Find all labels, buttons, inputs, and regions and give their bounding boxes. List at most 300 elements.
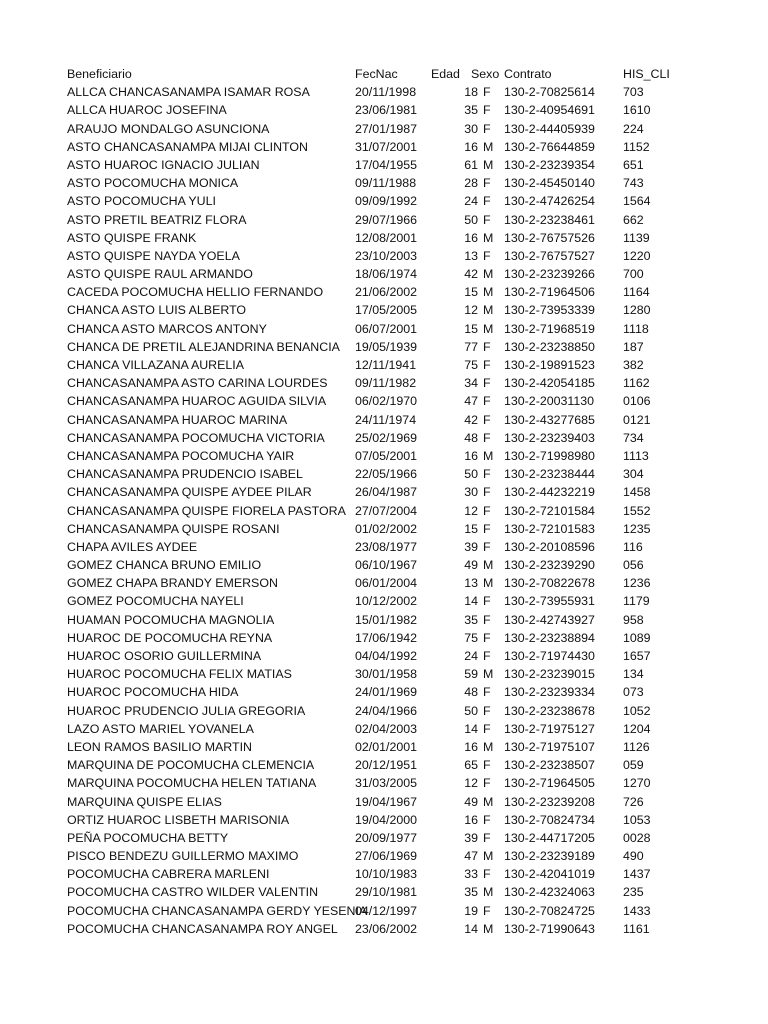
cell-his-cli: 703 [623,85,644,100]
cell-beneficiario: ORTIZ HUAROC LISBETH MARISONIA [67,812,290,827]
cell-fecnac: 17/04/1955 [355,157,418,172]
cell-beneficiario: POCOMUCHA CHANCASANAMPA GERDY YESENIA [67,903,368,918]
cell-beneficiario: ASTO POCOMUCHA YULI [67,194,216,209]
cell-his-cli: 1458 [623,485,651,500]
cell-fecnac: 12/08/2001 [355,230,418,245]
cell-sexo: F [483,612,491,627]
cell-contrato: 130-2-71990643 [504,921,595,936]
cell-sexo: F [483,248,491,263]
cell-sexo: F [483,176,491,191]
cell-contrato: 130-2-71968519 [504,321,595,336]
cell-edad: 28 [464,176,478,191]
cell-sexo: F [483,521,491,536]
cell-fecnac: 20/09/1977 [355,830,418,845]
cell-his-cli: 0028 [623,830,651,845]
cell-edad: 42 [464,267,478,282]
cell-his-cli: 743 [623,176,644,191]
cell-edad: 42 [464,412,478,427]
cell-fecnac: 31/03/2005 [355,776,418,791]
cell-edad: 50 [464,467,478,482]
cell-his-cli: 734 [623,430,644,445]
cell-contrato: 130-2-73953339 [504,303,595,318]
table-row [0,793,768,811]
cell-edad: 35 [464,612,478,627]
table-row [0,429,768,447]
cell-beneficiario: CHANCASANAMPA POCOMUCHA VICTORIA [67,430,325,445]
cell-beneficiario: HUAMAN POCOMUCHA MAGNOLIA [67,612,275,627]
cell-fecnac: 09/09/1992 [355,194,418,209]
cell-edad: 13 [464,576,478,591]
cell-beneficiario: GOMEZ POCOMUCHA NAYELI [67,594,244,609]
cell-beneficiario: HUAROC DE POCOMUCHA REYNA [67,630,273,645]
cell-contrato: 130-2-23238678 [504,703,595,718]
cell-beneficiario: LEON RAMOS BASILIO MARTIN [67,739,252,754]
cell-sexo: M [483,157,494,172]
cell-contrato: 130-2-76757526 [504,230,595,245]
table-row [0,520,768,538]
cell-edad: 33 [464,867,478,882]
cell-fecnac: 24/04/1966 [355,703,418,718]
cell-sexo: M [483,921,494,936]
cell-contrato: 130-2-23239189 [504,849,595,864]
cell-sexo: F [483,394,491,409]
cell-his-cli: 0106 [623,394,651,409]
cell-sexo: M [483,448,494,463]
cell-sexo: M [483,558,494,573]
table-row [0,611,768,629]
cell-beneficiario: HUAROC OSORIO GUILLERMINA [67,649,262,663]
cell-sexo: F [483,830,491,845]
table-row [0,592,768,610]
table-row [0,483,768,501]
cell-his-cli: 059 [623,758,644,773]
cell-contrato: 130-2-23238444 [504,467,595,482]
header-fecnac: FecNac [355,67,398,81]
cell-sexo: F [483,758,491,773]
cell-edad: 47 [464,849,478,864]
cell-edad: 15 [464,321,478,336]
table-row [0,356,768,374]
cell-beneficiario: CHANCA DE PRETIL ALEJANDRINA BENANCIA [67,339,340,354]
table-row [0,574,768,592]
cell-edad: 50 [464,212,478,227]
cell-fecnac: 30/01/1958 [355,667,418,682]
cell-his-cli: 134 [623,667,644,682]
table-row [0,83,768,101]
cell-contrato: 130-2-76644859 [504,139,595,154]
cell-edad: 19 [464,903,478,918]
cell-edad: 12 [464,776,478,791]
cell-sexo: F [483,503,491,518]
cell-contrato: 130-2-40954691 [504,103,595,118]
cell-edad: 16 [464,812,478,827]
table-row [0,883,768,901]
cell-sexo: F [483,867,491,882]
cell-sexo: F [483,376,491,391]
cell-fecnac: 19/04/1967 [355,794,418,809]
table-row [0,702,768,720]
table-row [0,920,768,938]
cell-beneficiario: ASTO QUISPE NAYDA YOELA [67,248,240,263]
cell-his-cli: 1052 [623,703,651,718]
cell-contrato: 130-2-42054185 [504,376,595,391]
table-row [0,211,768,229]
cell-contrato: 130-2-71975107 [504,739,595,754]
cell-fecnac: 12/11/1941 [355,358,417,372]
cell-beneficiario: ALLCA HUAROC JOSEFINA [67,103,227,118]
cell-fecnac: 29/10/1981 [355,885,418,900]
cell-fecnac: 04/12/1997 [355,903,418,918]
cell-edad: 59 [464,667,478,682]
cell-his-cli: 073 [623,685,644,700]
cell-sexo: F [483,539,491,554]
cell-contrato: 130-2-45450140 [504,176,595,191]
cell-sexo: M [483,576,494,591]
table-row [0,120,768,138]
cell-beneficiario: HUAROC POCOMUCHA FELIX MATIAS [67,667,292,682]
cell-fecnac: 19/05/1939 [355,339,418,354]
table-row [0,229,768,247]
cell-his-cli: 056 [623,558,644,573]
cell-fecnac: 18/06/1974 [355,267,418,282]
table-row [0,865,768,883]
cell-contrato: 130-2-71974430 [504,649,595,663]
table-row [0,538,768,556]
cell-his-cli: 382 [623,358,644,372]
cell-sexo: F [483,339,491,354]
cell-sexo: F [483,630,491,645]
cell-his-cli: 1236 [623,576,651,591]
cell-edad: 50 [464,703,478,718]
cell-sexo: F [483,85,491,100]
cell-sexo: F [483,194,491,209]
table-row [0,811,768,829]
cell-fecnac: 24/01/1969 [355,685,418,700]
cell-his-cli: 1118 [623,321,649,336]
cell-beneficiario: CHANCA ASTO LUIS ALBERTO [67,303,247,318]
table-row [0,647,768,665]
cell-fecnac: 04/04/1992 [355,649,418,663]
cell-his-cli: 1161 [623,921,650,936]
table-row [0,265,768,283]
cell-contrato: 130-2-70825614 [504,85,595,100]
cell-edad: 12 [464,503,478,518]
cell-his-cli: 1139 [623,230,650,245]
cell-his-cli: 1433 [623,903,651,918]
cell-fecnac: 29/07/1966 [355,212,418,227]
cell-edad: 14 [464,594,478,609]
table-body [0,83,768,938]
cell-contrato: 130-2-20031130 [504,394,595,409]
cell-beneficiario: CHANCASANAMPA ASTO CARINA LOURDES [67,376,328,391]
cell-sexo: F [483,212,491,227]
cell-beneficiario: GOMEZ CHAPA BRANDY EMERSON [67,576,278,591]
table-row [0,338,768,356]
table-row [0,247,768,265]
cell-contrato: 130-2-70824734 [504,812,595,827]
cell-beneficiario: MARQUINA DE POCOMUCHA CLEMENCIA [67,758,315,773]
cell-contrato: 130-2-23238507 [504,758,595,773]
table-row [0,629,768,647]
table-row [0,374,768,392]
cell-edad: 35 [464,103,478,118]
cell-his-cli: 235 [623,885,644,900]
cell-edad: 39 [464,539,478,554]
cell-fecnac: 20/12/1951 [355,758,418,773]
cell-fecnac: 09/11/1988 [355,176,417,191]
cell-contrato: 130-2-23238461 [504,212,595,227]
cell-fecnac: 15/01/1982 [355,612,418,627]
cell-edad: 16 [464,448,478,463]
cell-contrato: 130-2-23238850 [504,339,595,354]
cell-edad: 15 [464,285,478,300]
cell-fecnac: 07/05/2001 [355,448,418,463]
table-row [0,465,768,483]
cell-his-cli: 662 [623,212,644,227]
cell-edad: 30 [464,485,478,500]
cell-beneficiario: CACEDA POCOMUCHA HELLIO FERNANDO [67,285,324,300]
cell-contrato: 130-2-23239015 [504,667,595,682]
cell-beneficiario: ASTO POCOMUCHA MONICA [67,176,239,191]
table-row [0,902,768,920]
cell-sexo: F [483,649,491,663]
header-his-cli: HIS_CLI [623,67,670,81]
cell-edad: 39 [464,830,478,845]
cell-his-cli: 187 [623,339,644,354]
cell-contrato: 130-2-71998980 [504,448,595,463]
cell-beneficiario: CHANCASANAMPA HUAROC AGUIDA SILVIA [67,394,327,409]
cell-beneficiario: CHANCASANAMPA QUISPE ROSANI [67,521,280,536]
cell-beneficiario: CHANCASANAMPA PRUDENCIO ISABEL [67,467,303,482]
cell-his-cli: 1657 [623,649,651,663]
table-row [0,392,768,410]
cell-contrato: 130-2-20108596 [504,539,595,554]
cell-his-cli: 0121 [623,412,651,427]
cell-edad: 49 [464,794,478,809]
table-row [0,138,768,156]
cell-sexo: F [483,776,491,791]
cell-fecnac: 20/11/1998 [355,85,417,100]
cell-beneficiario: ASTO HUAROC IGNACIO JULIAN [67,157,260,172]
cell-sexo: F [483,467,491,482]
cell-edad: 14 [464,921,478,936]
cell-fecnac: 21/06/2002 [355,285,418,300]
cell-fecnac: 23/06/2002 [355,921,418,936]
cell-edad: 61 [464,157,478,172]
table-row [0,683,768,701]
cell-fecnac: 17/05/2005 [355,303,418,318]
cell-contrato: 130-2-70824725 [504,903,595,918]
cell-fecnac: 27/07/2004 [355,503,418,518]
cell-sexo: F [483,703,491,718]
table-row [0,756,768,774]
cell-his-cli: 1113 [623,448,649,463]
cell-sexo: F [483,121,491,136]
table-row [0,556,768,574]
header-beneficiario: Beneficiario [67,67,132,81]
cell-beneficiario: POCOMUCHA CHANCASANAMPA ROY ANGEL [67,921,338,936]
table-header [0,65,768,83]
header-edad: Edad [431,67,460,81]
cell-his-cli: 1204 [623,721,651,736]
cell-his-cli: 651 [623,157,644,172]
table-row [0,720,768,738]
cell-fecnac: 24/11/1974 [355,412,417,427]
cell-sexo: M [483,230,494,245]
cell-beneficiario: PISCO BENDEZU GUILLERMO MAXIMO [67,849,299,864]
cell-his-cli: 726 [623,794,644,809]
cell-contrato: 130-2-42743927 [504,612,595,627]
cell-contrato: 130-2-47426254 [504,194,595,209]
cell-sexo: F [483,594,491,609]
cell-beneficiario: POCOMUCHA CABRERA MARLENI [67,867,270,882]
cell-sexo: M [483,285,494,300]
cell-fecnac: 02/04/2003 [355,721,418,736]
cell-beneficiario: PEÑA POCOMUCHA BETTY [67,830,229,845]
cell-beneficiario: ALLCA CHANCASANAMPA ISAMAR ROSA [67,85,310,100]
cell-beneficiario: ASTO PRETIL BEATRIZ FLORA [67,212,247,227]
cell-beneficiario: MARQUINA QUISPE ELIAS [67,794,222,809]
cell-sexo: F [483,685,491,700]
cell-edad: 13 [464,248,478,263]
cell-edad: 48 [464,430,478,445]
cell-sexo: F [483,103,491,118]
header-sexo: Sexo [471,67,500,81]
cell-fecnac: 01/02/2002 [355,521,418,536]
cell-contrato: 130-2-23239266 [504,267,595,282]
cell-fecnac: 27/06/1969 [355,849,418,864]
cell-beneficiario: ASTO CHANCASANAMPA MIJAI CLINTON [67,139,308,154]
cell-contrato: 130-2-23239290 [504,558,595,573]
cell-edad: 35 [464,885,478,900]
cell-sexo: F [483,812,491,827]
table-row [0,738,768,756]
table-row [0,192,768,210]
table-row [0,447,768,465]
cell-edad: 12 [464,303,478,318]
cell-fecnac: 23/06/1981 [355,103,418,118]
cell-fecnac: 22/05/1966 [355,467,418,482]
cell-sexo: M [483,303,494,318]
cell-edad: 77 [464,339,478,354]
cell-fecnac: 17/06/1942 [355,630,418,645]
cell-edad: 75 [464,630,478,645]
cell-his-cli: 700 [623,267,644,282]
table-row [0,283,768,301]
cell-his-cli: 1126 [623,739,650,754]
table-row [0,320,768,338]
cell-fecnac: 23/08/1977 [355,539,418,554]
cell-edad: 24 [464,194,478,209]
cell-fecnac: 06/10/1967 [355,558,418,573]
cell-contrato: 130-2-71975127 [504,721,595,736]
cell-contrato: 130-2-71964505 [504,776,595,791]
cell-contrato: 130-2-44717205 [504,830,595,845]
cell-fecnac: 19/04/2000 [355,812,418,827]
cell-beneficiario: MARQUINA POCOMUCHA HELEN TATIANA [67,776,317,791]
table-row [0,301,768,319]
cell-beneficiario: GOMEZ CHANCA BRUNO EMILIO [67,558,262,573]
cell-beneficiario: CHANCASANAMPA QUISPE FIORELA PASTORA [67,503,346,518]
cell-contrato: 130-2-44232219 [504,485,595,500]
cell-his-cli: 116 [623,539,643,554]
cell-fecnac: 06/02/1970 [355,394,418,409]
cell-edad: 14 [464,721,478,736]
cell-his-cli: 1220 [623,248,651,263]
cell-beneficiario: CHAPA AVILES AYDEE [67,539,198,554]
cell-his-cli: 1089 [623,630,651,645]
cell-his-cli: 224 [623,121,644,136]
cell-beneficiario: ARAUJO MONDALGO ASUNCIONA [67,121,270,136]
cell-sexo: M [483,885,494,900]
cell-contrato: 130-2-23238894 [504,630,595,645]
cell-beneficiario: ASTO QUISPE FRANK [67,230,197,245]
cell-his-cli: 304 [623,467,644,482]
cell-contrato: 130-2-71964506 [504,285,595,300]
cell-contrato: 130-2-19891523 [504,358,595,372]
cell-contrato: 130-2-23239354 [504,157,595,172]
cell-contrato: 130-2-23239334 [504,685,595,700]
cell-contrato: 130-2-42041019 [504,867,595,882]
cell-fecnac: 06/01/2004 [355,576,418,591]
cell-beneficiario: HUAROC PRUDENCIO JULIA GREGORIA [67,703,306,718]
cell-sexo: M [483,267,494,282]
cell-his-cli: 1179 [623,594,650,609]
cell-his-cli: 490 [623,849,644,864]
cell-fecnac: 09/11/1982 [355,376,417,391]
table-row [0,665,768,683]
cell-his-cli: 1610 [623,103,651,118]
cell-his-cli: 1280 [623,303,651,318]
cell-sexo: F [483,412,491,427]
cell-beneficiario: LAZO ASTO MARIEL YOVANELA [67,721,254,736]
cell-sexo: M [483,794,494,809]
beneficiary-table [0,65,768,938]
cell-sexo: M [483,739,494,754]
cell-sexo: F [483,485,491,500]
cell-beneficiario: CHANCASANAMPA QUISPE AYDEE PILAR [67,485,312,500]
cell-sexo: F [483,903,491,918]
cell-contrato: 130-2-43277685 [504,412,595,427]
cell-beneficiario: CHANCASANAMPA HUAROC MARINA [67,412,288,427]
cell-contrato: 130-2-42324063 [504,885,595,900]
cell-his-cli: 1437 [623,867,651,882]
cell-sexo: F [483,721,491,736]
cell-his-cli: 1270 [623,776,651,791]
cell-his-cli: 958 [623,612,644,627]
cell-fecnac: 06/07/2001 [355,321,418,336]
cell-edad: 16 [464,230,478,245]
cell-his-cli: 1552 [623,503,651,518]
cell-fecnac: 02/01/2001 [355,739,418,754]
table-row [0,502,768,520]
cell-contrato: 130-2-76757527 [504,248,595,263]
table-row [0,774,768,792]
cell-sexo: M [483,321,494,336]
cell-beneficiario: CHANCA ASTO MARCOS ANTONY [67,321,267,336]
cell-fecnac: 23/10/2003 [355,248,418,263]
cell-edad: 48 [464,685,478,700]
cell-edad: 75 [464,358,478,372]
cell-his-cli: 1053 [623,812,651,827]
cell-sexo: F [483,358,491,372]
cell-edad: 18 [464,85,478,100]
cell-fecnac: 10/12/2002 [355,594,418,609]
cell-beneficiario: POCOMUCHA CASTRO WILDER VALENTIN [67,885,319,900]
cell-beneficiario: ASTO QUISPE RAUL ARMANDO [67,267,253,282]
cell-beneficiario: CHANCA VILLAZANA AURELIA [67,358,244,372]
table-row [0,847,768,865]
